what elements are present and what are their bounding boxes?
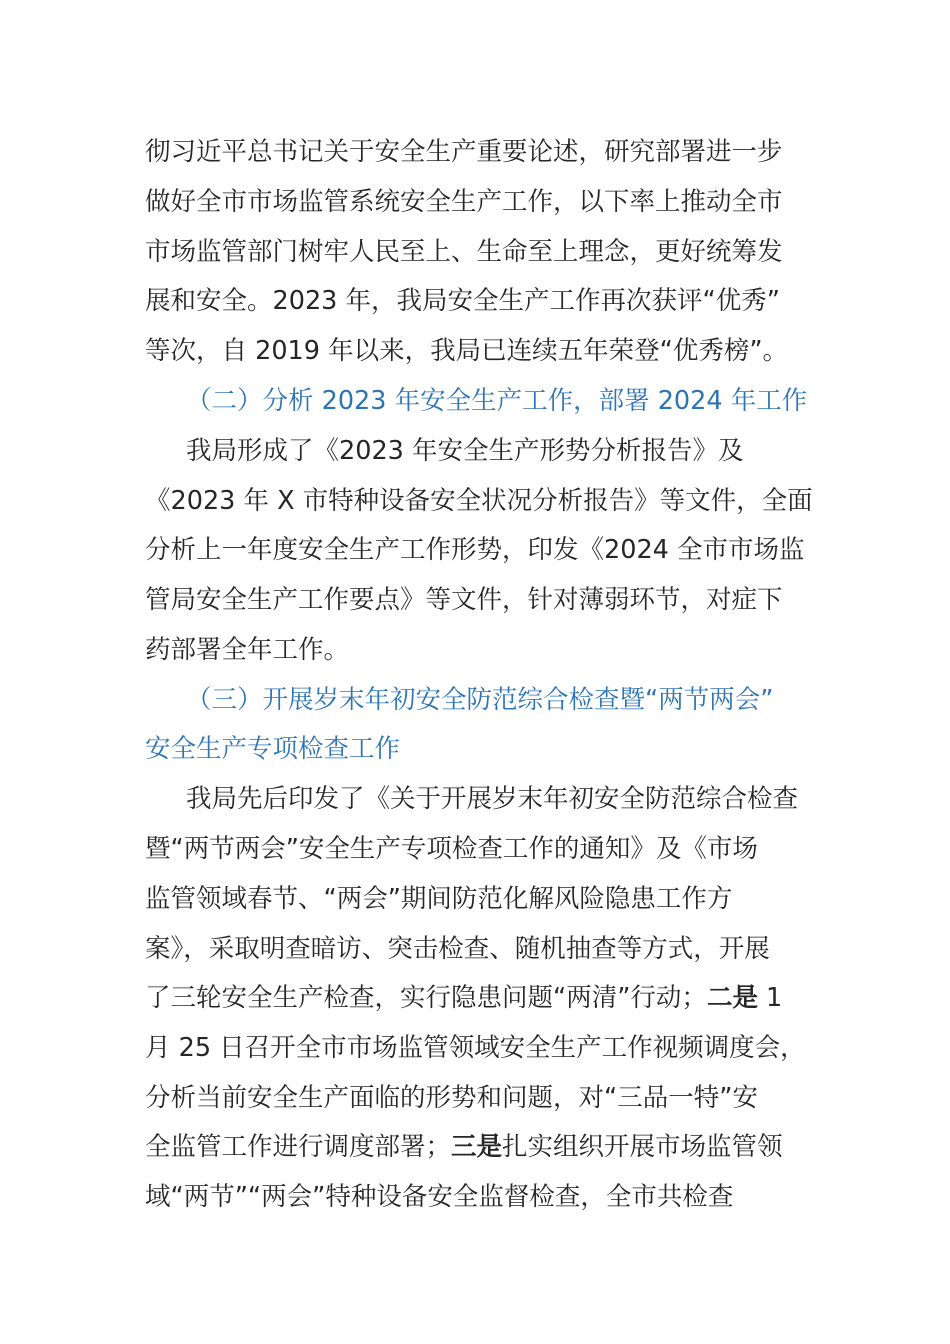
para2-line-1: 我局形成了《2023 年安全生产形势分析报告》及 xyxy=(186,436,744,466)
para1-line-5: 等次，自 2019 年以来，我局已连续五年荣登“优秀榜”。 xyxy=(145,336,789,366)
item-marker-two: 二是 xyxy=(706,983,758,1013)
para1-line-1: 彻习近平总书记关于安全生产重要论述，研究部署进一步 xyxy=(145,137,783,167)
para2-line-5: 药部署全年工作。 xyxy=(145,635,350,665)
para3-line-1: 我局先后印发了《关于开展岁末年初安全防范综合检查 xyxy=(186,784,799,814)
para3-line-8-tail: 扎实组织开展市场监管领 xyxy=(502,1132,783,1162)
para3-line-5 xyxy=(145,973,825,1023)
section-heading-3-line-2: 安全生产专项检查工作 xyxy=(145,734,401,764)
para3-line-8-text: 全监管工作进行调度部署； xyxy=(145,1132,452,1162)
para1-line-3: 市场监管部门树牢人民至上、生命至上理念，更好统筹发 xyxy=(145,237,783,267)
para3-line-8 xyxy=(145,1122,825,1172)
para2-line-4: 管局安全生产工作要点》等文件，针对薄弱环节，对症下 xyxy=(145,585,783,615)
para1-line-2: 做好全市市场监管系统安全生产工作，以下率上推动全市 xyxy=(145,187,783,217)
section-heading-2: （二）分析 2023 年安全生产工作，部署 2024 年工作 xyxy=(186,386,808,416)
item-marker-three: 三是 xyxy=(451,1132,503,1162)
para3-line-3: 监管领域春节、“两会”期间防范化解风险隐患工作方 xyxy=(145,884,733,914)
para1-line-4: 展和安全。2023 年，我局安全生产工作再次获评“优秀” xyxy=(145,286,780,316)
para3-line-4: 案》，采取明查暗访、突击检查、随机抽查等方式，开展 xyxy=(145,934,770,964)
section-heading-3-line-1: （三）开展岁末年初安全防范综合检查暨“两节两会” xyxy=(186,685,774,715)
para3-line-9: 域“两节”“两会”特种设备安全监督检查，全市共检查 xyxy=(145,1182,734,1212)
para3-line-6: 月 25 日召开全市市场监管领域安全生产工作视频调度会， xyxy=(145,1033,806,1063)
para3-line-7: 分析当前安全生产面临的形势和问题，对“三品一特”安 xyxy=(145,1083,758,1113)
para2-line-2: 《2023 年 X 市特种设备安全状况分析报告》等文件，全面 xyxy=(145,486,813,516)
para3-line-5-text: 了三轮安全生产检查，实行隐患问题“两清”行动； xyxy=(145,983,707,1013)
para3-line-5-tail: 1 xyxy=(757,983,783,1013)
para2-line-3: 分析上一年度安全生产工作形势，印发《2024 全市市场监 xyxy=(145,535,805,565)
para3-line-2: 暨“两节两会”安全生产专项检查工作的通知》及《市场 xyxy=(145,834,758,864)
